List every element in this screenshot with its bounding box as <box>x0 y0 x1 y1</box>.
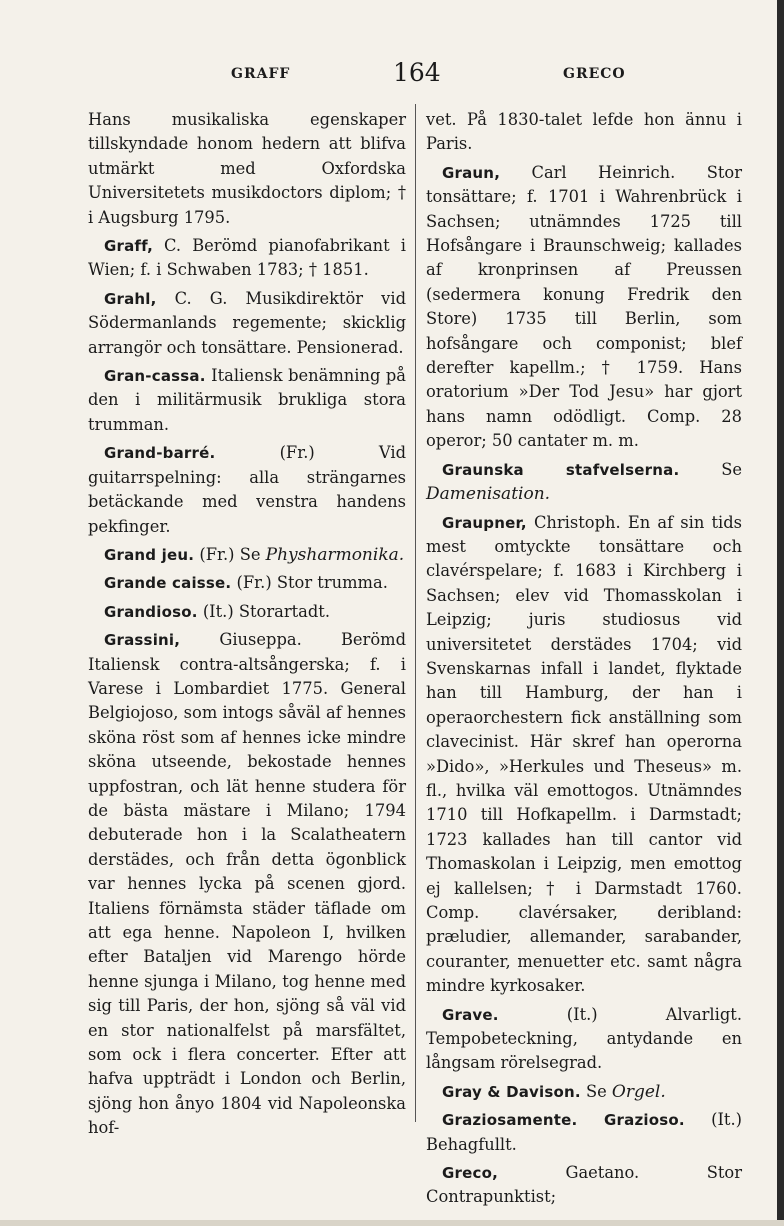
entry-text: (It.) Behagfullt. <box>426 1110 743 1154</box>
entry-graun <box>426 161 742 454</box>
entry-text: Christoph. En af sin tids mest omtyckte tonsättare och clavérspelare; f. 1683 i Kirchberg i Sachsen; elev vid Thomasskolan i Leipzig; juris studiosus vid universitetet derstädes 1704; vid Svenskarnas infall i landet, flyktade han till Hamburg, der han i operaorchestern fick anställning som clavecinist. Här skref han operorna »Dido», »Herkules und Theseus» m. fl., hvilka väl emottogos. Utnämndes 1710 till Hofkapellm. i Darmstadt; 1723 kallades han till cantor vid Thomaskolan i Leipzig, men emottog ej kallelsen; † i Darmstadt 1760. Comp. clavérsaker, deribland: præludier, allemander, sarabander, couranter, menuetter etc. samt några mindre kyrkosaker. <box>426 512 742 996</box>
running-head-right: GRECO <box>563 66 626 82</box>
entry-text: Gaetano. Stor Contrapunktist; <box>426 1163 742 1207</box>
entry-text: (Fr.) Stor trumma. <box>231 573 388 593</box>
headword: Grahl, <box>104 289 157 308</box>
entry-text: C. Berömd pianofabrikant i Wien; f. i Schwaben 1783; † 1851. <box>88 236 406 280</box>
entry-graupner <box>426 511 742 999</box>
entry-text: Se <box>580 1081 612 1101</box>
entry-gray-davison <box>426 1080 742 1104</box>
headword: Graziosamente. Grazioso. <box>442 1111 685 1130</box>
entry-text: (It.) Storartadt. <box>197 601 331 621</box>
entry-greco <box>426 1161 742 1210</box>
headword: Gray & Davison. <box>442 1082 581 1101</box>
entry-text: vet. På 1830-talet lefde hon ännu i Paris. <box>426 110 742 154</box>
page-bottom-edge <box>0 1220 784 1226</box>
entry-grahl <box>88 287 406 360</box>
headword: Gran-cassa. <box>104 367 206 386</box>
headword: Graun, <box>442 163 501 182</box>
entry-text: (Fr.) Se <box>194 544 266 564</box>
entry-grave <box>426 1003 742 1076</box>
entry-text: Hans musikaliska egenskaper tillskyndade honom hedern att blifva utmärkt med Oxfordska Universitetets musikdoctors diplom; † i Augsburg 1795. <box>88 110 406 227</box>
cross-reference: Physharmonika. <box>265 544 405 565</box>
right-column <box>426 108 742 1214</box>
entry-graff <box>88 234 406 283</box>
page-number: 164 <box>393 58 441 87</box>
headword: Graupner, <box>442 513 527 532</box>
headword: Grassini, <box>104 631 181 650</box>
entry-text: (Fr.) Vid guitarrspelning: alla strängarnes betäckande med venstra handens pekfinger. <box>88 443 406 536</box>
entry-grassini <box>88 628 406 1141</box>
headword: Grandioso. <box>104 602 198 621</box>
entry-grande-caisse <box>88 571 406 595</box>
entry-grandioso <box>88 600 406 624</box>
column-divider <box>415 104 416 1122</box>
headword: Graff, <box>104 237 153 256</box>
cross-reference: Damenisation. <box>426 484 551 505</box>
entry-text: C. G. Musikdirektör vid Södermanlands regemente; skicklig arrangör och tonsättare. Pensionerad. <box>88 288 406 357</box>
headword: Graunska stafvelserna. <box>442 460 680 479</box>
headword: Grave. <box>442 1005 499 1024</box>
headword: Greco, <box>442 1164 498 1183</box>
entry-graunska-stafvelserna <box>426 458 742 507</box>
entry-continuation <box>426 108 742 157</box>
entry-gran-cassa <box>88 364 406 437</box>
entry-text: Se <box>679 459 742 479</box>
headword: Grand jeu. <box>104 545 195 564</box>
entry-text: Giuseppa. Berömd Italiensk contra-altsångerska; f. i Varese i Lombardiet 1775. General Belgiojoso, som intogs såväl af hennes sköna röst som af hennes icke mindre sköna utseende, bekostade hennes uppfostran, och lät henne studera för de bästa mästare i Milano; 1794 debuterade hon i la Scalatheatern derstädes, och från detta ögonblick var hennes lycka på scenen gjord. Italiens förnämsta städer täflade om att ega henne. Napoleon I, hvilken efter Bataljen vid Marengo hörde henne sjunga i Milano, tog henne med sig till Paris, der hon, sjöng så väl vid en stor nationalfelst på marsfältet, som ock i flera concerter. Efter att hafva uppträdt i London och Berlin, sjöng hon ånyo 1804 vid Napoleonska hof- <box>88 630 406 1138</box>
cross-reference: Orgel. <box>611 1081 666 1102</box>
headword: Grand-barré. <box>104 444 216 463</box>
entry-text: Italiensk benämning på den i militärmusik brukliga stora trumman. <box>88 366 406 434</box>
page-edge-shadow <box>777 0 784 1226</box>
entry-grand-barre <box>88 441 406 539</box>
entry-text: (It.) Alvarligt. Tempobeteckning, antydande en långsam rörelsegrad. <box>426 1004 742 1073</box>
entry-grand-jeu <box>88 543 406 567</box>
entry-continuation <box>88 108 406 230</box>
running-head-left: GRAFF <box>231 66 291 82</box>
entry-text: Carl Heinrich. Stor tonsättare; f. 1701 i Wahrenbrück i Sachsen; utnämndes 1725 till Hofsångare i Braunschweig; kallades af kronprinsen af Preussen (sedermera konung Fredrik den Store) 1735 till Berlin, som hofsångare och componist; blef derefter kapellm.; † 1759. Hans oratorium »Der Tod Jesu» har gjort hans namn odödligt. Comp. 28 operor; 50 cantater m. m. <box>426 162 742 451</box>
headword: Grande caisse. <box>104 574 232 593</box>
entry-graziosamente <box>426 1108 742 1157</box>
left-column <box>88 108 406 1145</box>
